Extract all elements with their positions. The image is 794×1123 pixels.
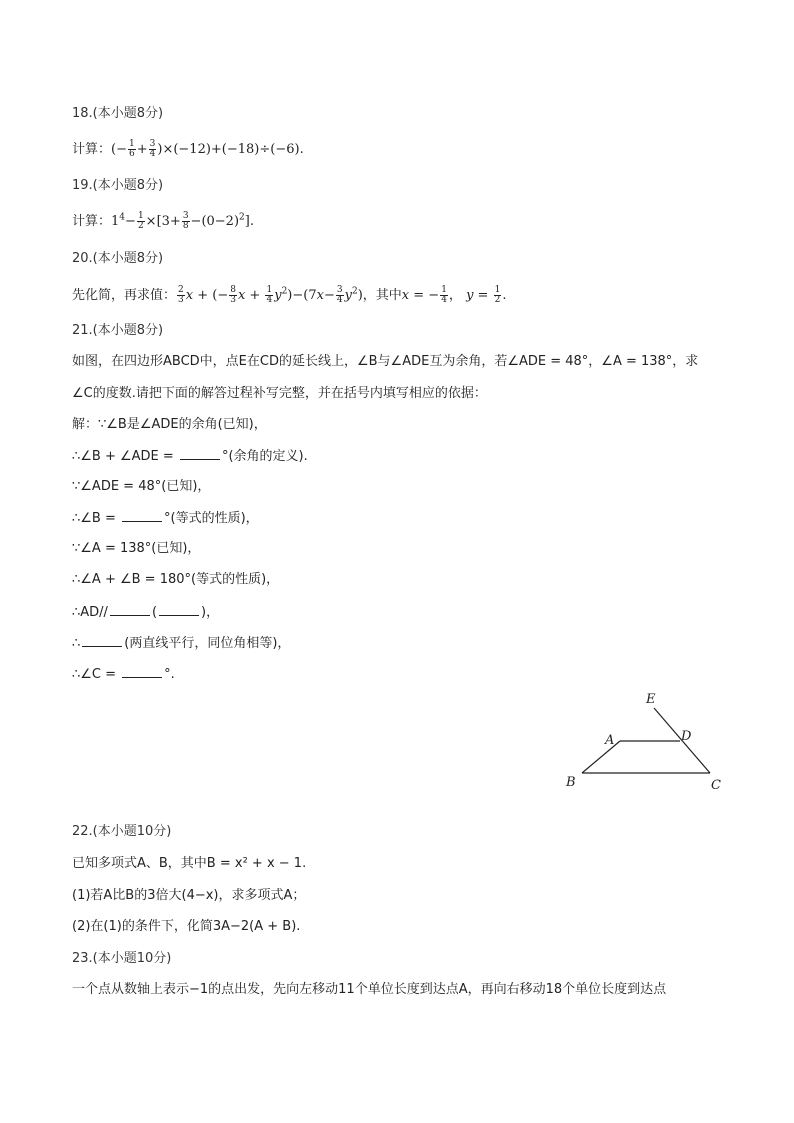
segment-ce	[654, 708, 710, 773]
q23-stem: 一个点从数轴上表示−1的点出发，先向左移动11个单位长度到达点A，再向右移动18个单位长度到达点	[72, 982, 667, 997]
q21-stem-line-2: ∠C的度数.请把下面的解答过程补写完整，并在括号内填写相应的依据：	[72, 386, 487, 401]
q21-step-6: ∴∠A + ∠B = 180°(等式的性质)，	[72, 572, 280, 587]
q20-fraction-3: $\frac{1}{4}$	[266, 285, 273, 305]
q20-expression: 先化简，再求值： $\frac{2}{3}$ x + (− $\frac{8}{3}$ x + $\frac{1}{4}$ $y^2)-(7x-$ $\frac{3}{4}$ $y^2$)，其中x = − $\frac{1}{4}$ ， y = $\frac{1}{2}$ .	[72, 285, 507, 305]
q19-fraction-2: $\frac{3}{8}$	[182, 211, 189, 231]
q18-expression: 计算：(− $\frac{1}{6}$ + $\frac{3}{4}$ )×(−12)+(−18)÷(−6).	[72, 139, 304, 159]
label-e: E	[646, 692, 656, 707]
label-a: A	[605, 733, 615, 748]
q22-stem: 已知多项式A、B，其中B = x² + x − 1.	[72, 856, 307, 871]
label-d: D	[681, 729, 692, 744]
q21-step-3: ∵∠ADE = 48°(已知)，	[72, 479, 211, 494]
q21-blank-3[interactable]	[110, 603, 150, 616]
q21-step-5: ∵∠A = 138°(已知)，	[72, 541, 201, 556]
q18-heading: 18.(本小题8分)	[72, 106, 164, 121]
q21-blank-1[interactable]	[180, 447, 220, 460]
q22-part-2: (2)在(1)的条件下，化简3A−2(A + B).	[72, 919, 301, 934]
q19-fraction-1: $\frac{1}{2}$	[137, 211, 144, 231]
q20-heading: 20.(本小题8分)	[72, 251, 164, 266]
q18-fraction-2: $\frac{3}{4}$	[149, 139, 156, 159]
q21-step-7: ∴AD// ( )，	[72, 605, 220, 620]
label-c: C	[711, 778, 721, 793]
q21-step-2: ∴∠B + ∠ADE = °(余角的定义).	[72, 449, 308, 464]
q19-label: 计算：	[72, 214, 112, 229]
q20-fraction-1: $\frac{2}{3}$	[178, 285, 184, 305]
q22-heading: 22.(本小题10分)	[72, 824, 172, 839]
q21-heading: 21.(本小题8分)	[72, 323, 164, 338]
q21-blank-6[interactable]	[122, 665, 162, 678]
q21-step-9: ∴∠C = °.	[72, 667, 175, 682]
q21-blank-2[interactable]	[122, 509, 162, 522]
q18-fraction-1: $\frac{1}{6}$	[128, 139, 135, 159]
label-b: B	[566, 775, 576, 790]
q22-part-1: (1)若A比B的3倍大(4−x)，求多项式A；	[72, 888, 306, 903]
segment-ab	[582, 741, 620, 773]
q20-fraction-4: $\frac{3}{4}$	[336, 285, 343, 305]
q20-fraction-2: $\frac{8}{3}$	[230, 285, 236, 305]
q20-label: 先化简，再求值：	[72, 288, 177, 303]
q21-blank-5[interactable]	[82, 634, 122, 647]
q21-stem-line-1: 如图，在四边形ABCD中，点E在CD的延长线上，∠B与∠ADE互为余角，若∠ADE = 48°，∠A = 138°，求	[72, 354, 699, 369]
q19-expression: 计算：$1^4-$ $\frac{1}{2}$ ×[3+ $\frac{3}{8}$ $-(0-2)^2$].	[72, 211, 254, 231]
q18-label: 计算：	[72, 142, 112, 157]
q21-blank-4[interactable]	[159, 603, 199, 616]
q19-heading: 19.(本小题8分)	[72, 178, 164, 193]
q20-fraction-6: $\frac{1}{2}$	[494, 285, 501, 305]
q21-step-4: ∴∠B = °(等式的性质)，	[72, 511, 259, 526]
q18-rest: ×(−12)+(−18)÷(−6).	[162, 142, 304, 157]
q21-step-1: 解：∵∠B是∠ADE的余角(已知)，	[72, 417, 267, 432]
q20-fraction-5: $\frac{1}{4}$	[441, 285, 447, 305]
q23-heading: 23.(本小题10分)	[72, 951, 172, 966]
q21-step-8: ∴ (两直线平行，同位角相等)，	[72, 636, 291, 651]
